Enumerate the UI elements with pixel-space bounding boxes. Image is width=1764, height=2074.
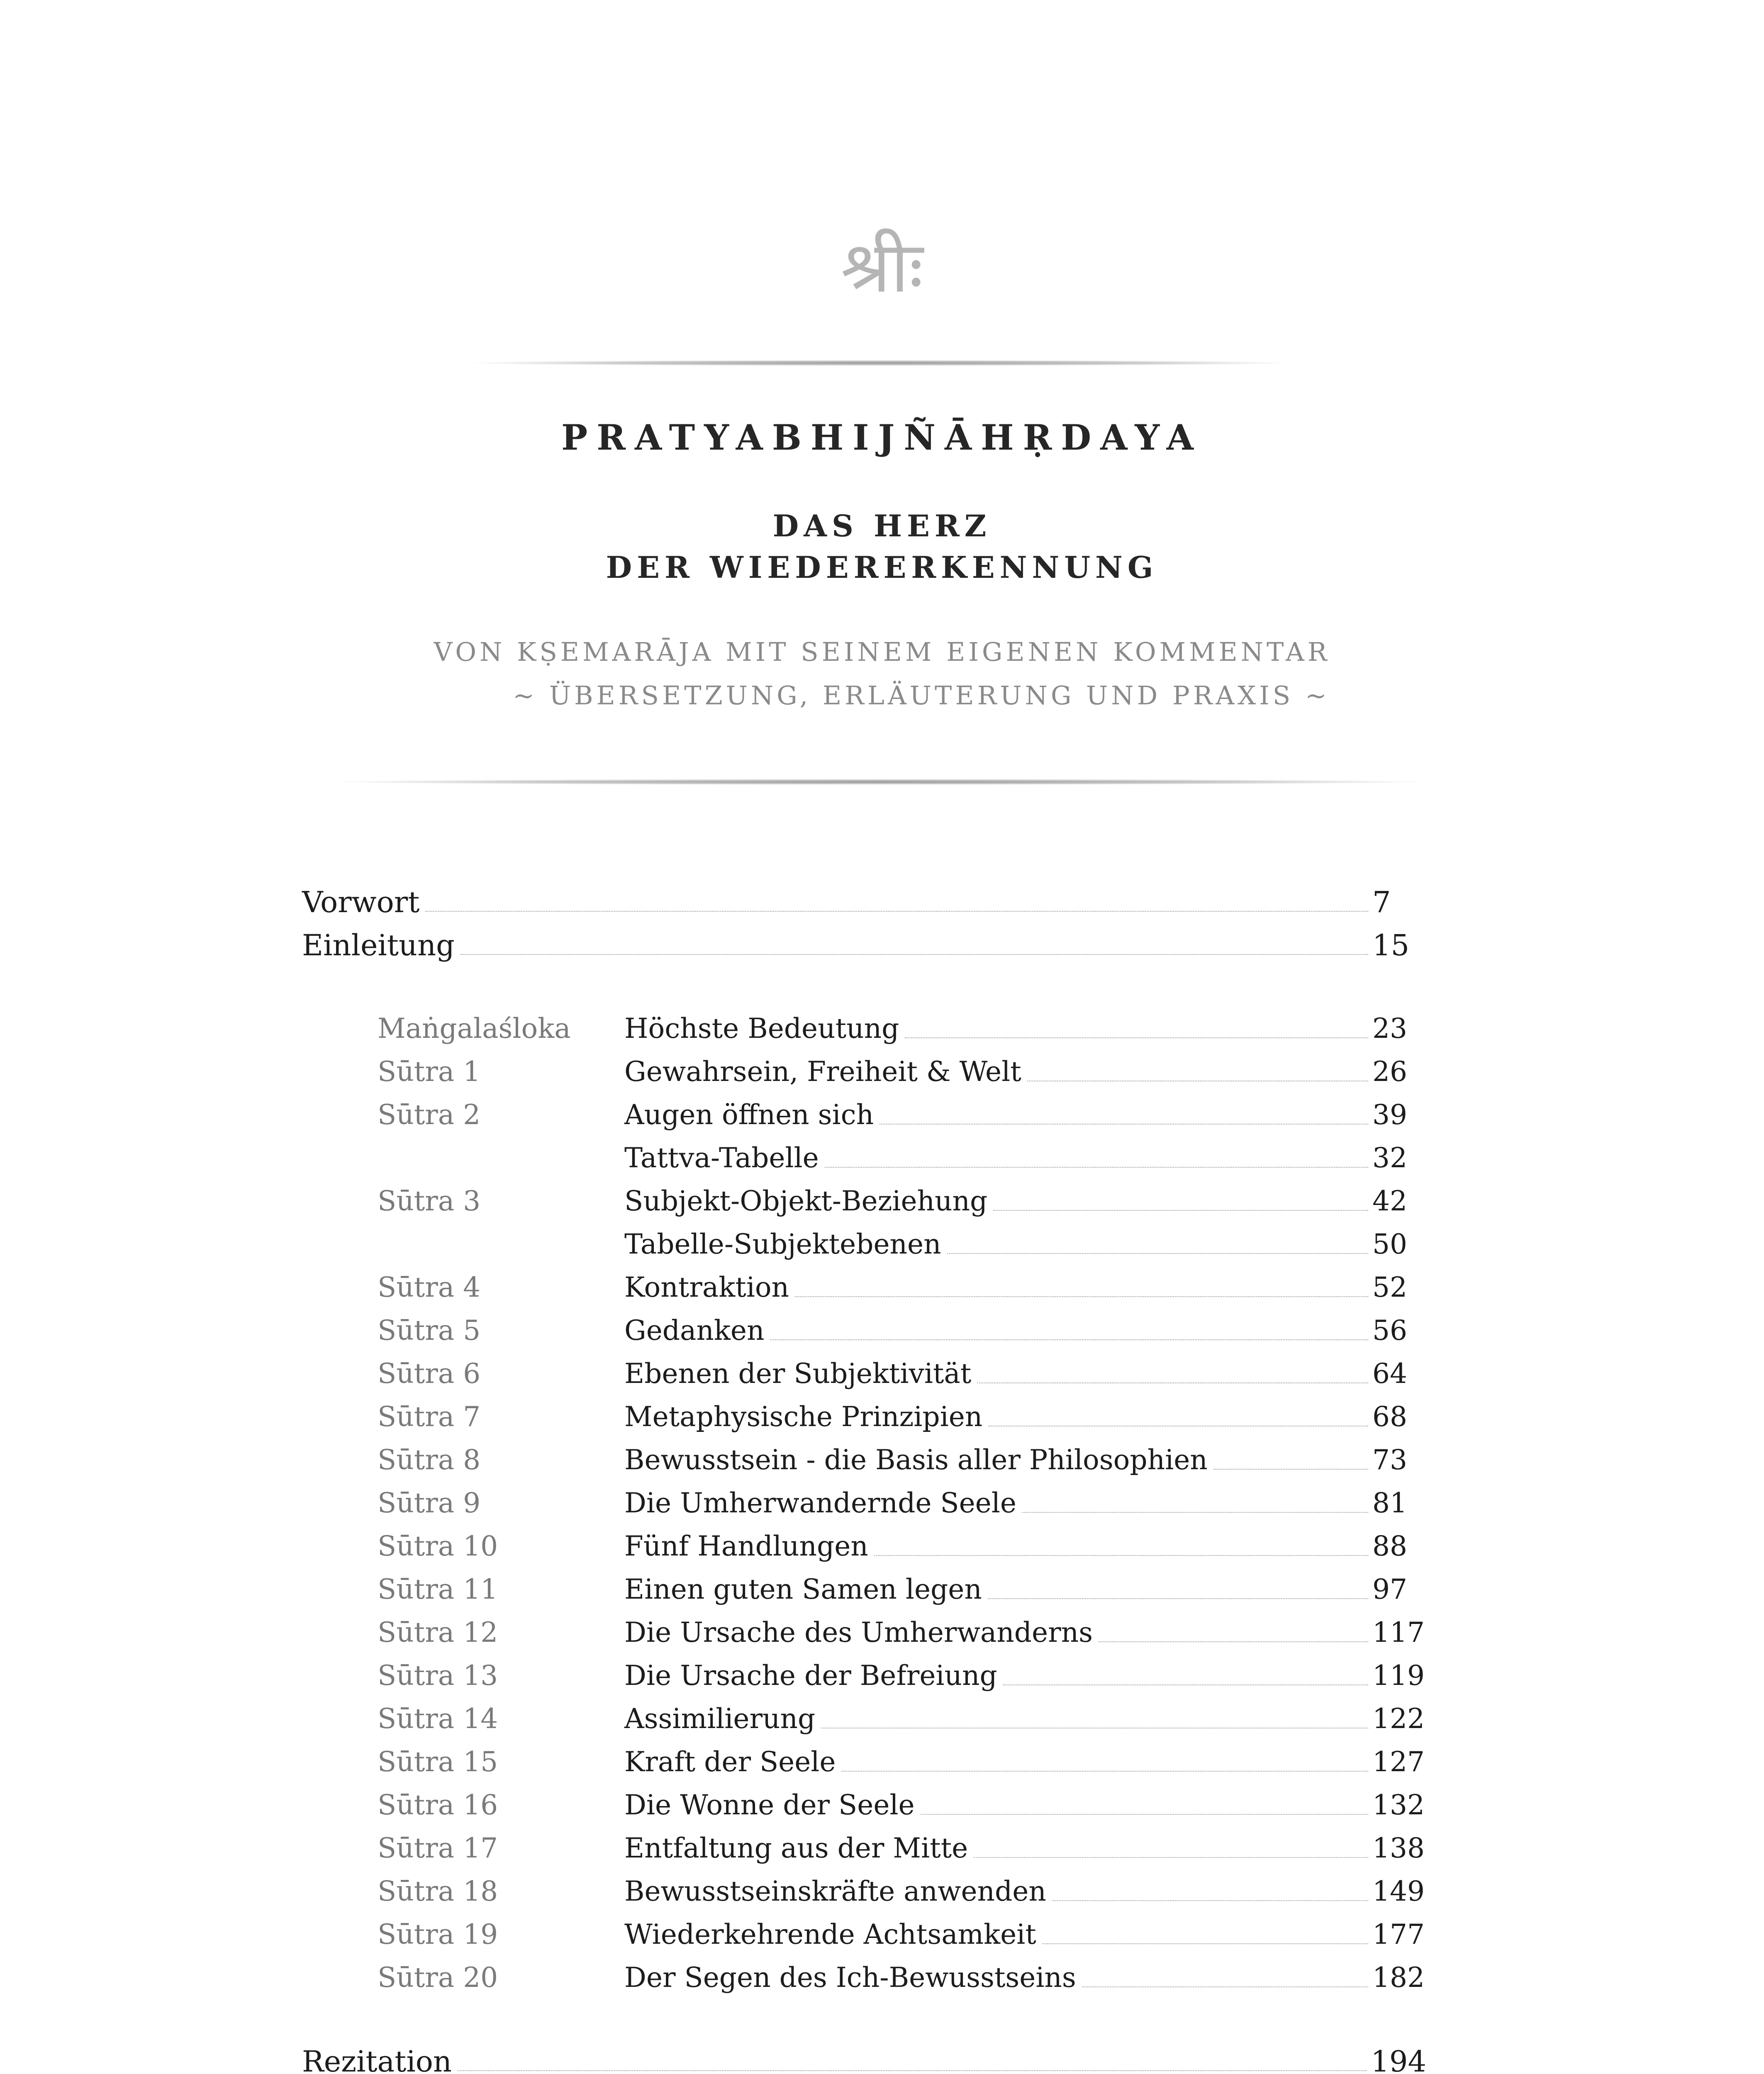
toc-page-number: 7 [1372, 885, 1391, 919]
toc-page-number: 177 [1372, 1918, 1425, 1950]
dot-leader [770, 1339, 1368, 1340]
toc-page-number: 122 [1372, 1703, 1425, 1735]
toc-entry-title: Fünf Handlungen [624, 1530, 868, 1562]
toc-page-number: 81 [1372, 1487, 1407, 1519]
toc-entry-sutra[interactable] [624, 1312, 1426, 1349]
dot-leader [988, 1598, 1368, 1599]
sutra-label: Sūtra 2 [378, 1099, 481, 1131]
dot-leader [947, 1253, 1368, 1254]
dot-leader [921, 1814, 1368, 1815]
toc-entry-title: Metaphysische Prinzipien [624, 1401, 983, 1433]
sutra-label: Sūtra 5 [378, 1315, 481, 1346]
toc-entry-sutra[interactable] [624, 1528, 1426, 1565]
toc-page-number: 182 [1372, 1962, 1425, 1994]
sutra-label: Maṅgalaśloka [378, 1013, 571, 1044]
toc-entry-einleitung[interactable] [302, 927, 1426, 964]
toc-entry-title: Die Umherwandernde Seele [624, 1487, 1016, 1519]
toc-page-number: 56 [1372, 1315, 1407, 1346]
toc-page-number: 26 [1372, 1056, 1407, 1088]
toc-entry-sutra[interactable] [624, 1959, 1426, 1996]
toc-entry-sutra[interactable] [624, 1010, 1426, 1047]
toc-entry-title: Gewahrsein, Freiheit & Welt [624, 1056, 1021, 1088]
toc-page-number: 50 [1372, 1228, 1407, 1260]
sutra-label: Sūtra 1 [378, 1056, 481, 1088]
top-divider [473, 360, 1286, 366]
toc-page-number: 42 [1372, 1185, 1407, 1217]
sutra-label: Sūtra 7 [378, 1401, 481, 1433]
sutra-label: Sūtra 20 [378, 1962, 498, 1994]
toc-entry-rezitation[interactable] [302, 2043, 1426, 2074]
sutra-label: Sūtra 19 [378, 1918, 498, 1950]
dot-leader [460, 954, 1368, 955]
toc-entry-title: Einen guten Samen legen [624, 1573, 982, 1605]
book-subtitle-line-1: DAS HERZ [772, 508, 992, 543]
sutra-label: Sūtra 13 [378, 1660, 498, 1692]
toc-entry-table[interactable] [624, 1226, 1426, 1263]
toc-page-number: 119 [1372, 1660, 1425, 1692]
dot-leader [1082, 1986, 1368, 1987]
toc-entry-sutra[interactable] [624, 1787, 1426, 1824]
dot-leader [825, 1167, 1368, 1168]
dot-leader [458, 2070, 1367, 2071]
sutra-label: Sūtra 6 [378, 1358, 481, 1390]
toc-entry-table[interactable] [624, 1139, 1426, 1177]
toc-page-number: 32 [1372, 1142, 1407, 1174]
dot-leader [841, 1771, 1368, 1772]
sutra-label: Sūtra 12 [378, 1616, 498, 1648]
toc-entry-sutra[interactable] [624, 1571, 1426, 1608]
bottom-divider [340, 779, 1419, 785]
toc-entry-title: Wiederkehrende Achtsamkeit [624, 1918, 1036, 1950]
toc-entry-title: Bewusstsein - die Basis aller Philosophien [624, 1444, 1208, 1476]
toc-page-number: 97 [1372, 1573, 1407, 1605]
toc-page-number: 194 [1371, 2045, 1426, 2074]
toc-page-number: 68 [1372, 1401, 1407, 1433]
toc-entry-vorwort[interactable] [302, 884, 1426, 921]
toc-entry-title: Höchste Bedeutung [624, 1013, 899, 1044]
toc-entry-sutra[interactable] [624, 1657, 1426, 1694]
dot-leader [880, 1124, 1368, 1125]
toc-page-number: 73 [1372, 1444, 1407, 1476]
dot-leader [425, 911, 1368, 912]
toc-entry-title: Gedanken [624, 1315, 765, 1346]
toc-entry-title: Die Ursache des Umherwanderns [624, 1616, 1093, 1648]
toc-entry-sutra[interactable] [624, 1398, 1426, 1436]
toc-entry-title: Bewusstseinskräfte anwenden [624, 1875, 1046, 1907]
book-subtitle-line-2: DER WIEDERERKENNUNG [606, 550, 1158, 585]
toc-page-number: 132 [1372, 1789, 1425, 1821]
dot-leader [1052, 1900, 1368, 1901]
toc-entry-sutra[interactable] [624, 1830, 1426, 1867]
dot-leader [1099, 1641, 1368, 1642]
toc-entry-title: Rezitation [302, 2045, 452, 2074]
toc-entry-title: Der Segen des Ich-Bewusstseins [624, 1962, 1076, 1994]
sutra-label: Sūtra 4 [378, 1271, 481, 1303]
dot-leader [1042, 1943, 1368, 1944]
toc-entry-sutra[interactable] [624, 1183, 1426, 1220]
toc-entry-sutra[interactable] [624, 1873, 1426, 1910]
sutra-label: Sūtra 3 [378, 1185, 481, 1217]
toc-entry-sutra[interactable] [624, 1269, 1426, 1306]
sutra-label: Sūtra 15 [378, 1746, 498, 1778]
toc-entry-title: Augen öffnen sich [624, 1099, 874, 1131]
toc-entry-sutra[interactable] [624, 1743, 1426, 1781]
toc-page-number: 149 [1372, 1875, 1425, 1907]
toc-page-number: 117 [1372, 1616, 1425, 1648]
toc-entry-sutra[interactable] [624, 1700, 1426, 1738]
toc-entry-title: Vorwort [302, 885, 420, 919]
toc-entry-sutra[interactable] [624, 1441, 1426, 1479]
toc-entry-title: Kontraktion [624, 1271, 789, 1303]
sutra-label: Sūtra 18 [378, 1875, 498, 1907]
toc-entry-sutra[interactable] [624, 1053, 1426, 1091]
toc-page-number: 52 [1372, 1271, 1407, 1303]
author-line: VON KṢEMARĀJA MIT SEINEM EIGENEN KOMMENTAR [434, 637, 1330, 667]
toc-entry-title: Tabelle-Subjektebenen [624, 1228, 941, 1260]
toc-entry-title: Assimilierung [624, 1703, 816, 1735]
toc-entry-sutra[interactable] [624, 1916, 1426, 1953]
toc-page-number: 39 [1372, 1099, 1407, 1131]
toc-entry-title: Ebenen der Subjektivität [624, 1358, 972, 1390]
toc-entry-sutra[interactable] [624, 1096, 1426, 1134]
toc-page-number: 15 [1372, 928, 1410, 962]
toc-entry-title: Subjekt-Objekt-Beziehung [624, 1185, 988, 1217]
dot-leader [905, 1037, 1368, 1038]
toc-entry-title: Kraft der Seele [624, 1746, 836, 1778]
toc-entry-sutra[interactable] [624, 1614, 1426, 1651]
toc-page-number: 138 [1372, 1832, 1425, 1864]
toc-entry-sutra[interactable] [624, 1485, 1426, 1522]
dot-leader [1022, 1512, 1368, 1513]
toc-entry-title: Tattva-Tabelle [624, 1142, 819, 1174]
sutra-label: Sūtra 14 [378, 1703, 498, 1735]
dot-leader [993, 1210, 1368, 1211]
shri-emblem: श्रीः [841, 226, 923, 309]
dot-leader [874, 1555, 1368, 1556]
toc-page-number: 88 [1372, 1530, 1407, 1562]
sutra-label: Sūtra 11 [378, 1573, 498, 1605]
sutra-label: Sūtra 17 [378, 1832, 498, 1864]
toc-page-number: 64 [1372, 1358, 1407, 1390]
book-title: PRATYABHIJÑĀHṚDAYA [561, 417, 1203, 458]
dot-leader [795, 1296, 1368, 1297]
dot-leader [1213, 1469, 1368, 1470]
toc-page-number: 127 [1372, 1746, 1425, 1778]
edition-note: ~ ÜBERSETZUNG, ERLÄUTERUNG UND PRAXIS ~ [513, 680, 1330, 711]
sutra-label: Sūtra 9 [378, 1487, 481, 1519]
toc-entry-title: Entfaltung aus der Mitte [624, 1832, 968, 1864]
toc-page-number: 23 [1372, 1013, 1407, 1044]
toc-entry-sutra[interactable] [624, 1355, 1426, 1392]
toc-entry-title: Einleitung [302, 928, 455, 962]
sutra-label: Sūtra 16 [378, 1789, 498, 1821]
toc-entry-title: Die Ursache der Befreiung [624, 1660, 997, 1692]
sutra-label: Sūtra 10 [378, 1530, 498, 1562]
sutra-label: Sūtra 8 [378, 1444, 481, 1476]
dot-leader [974, 1857, 1368, 1858]
toc-entry-title: Die Wonne der Seele [624, 1789, 915, 1821]
